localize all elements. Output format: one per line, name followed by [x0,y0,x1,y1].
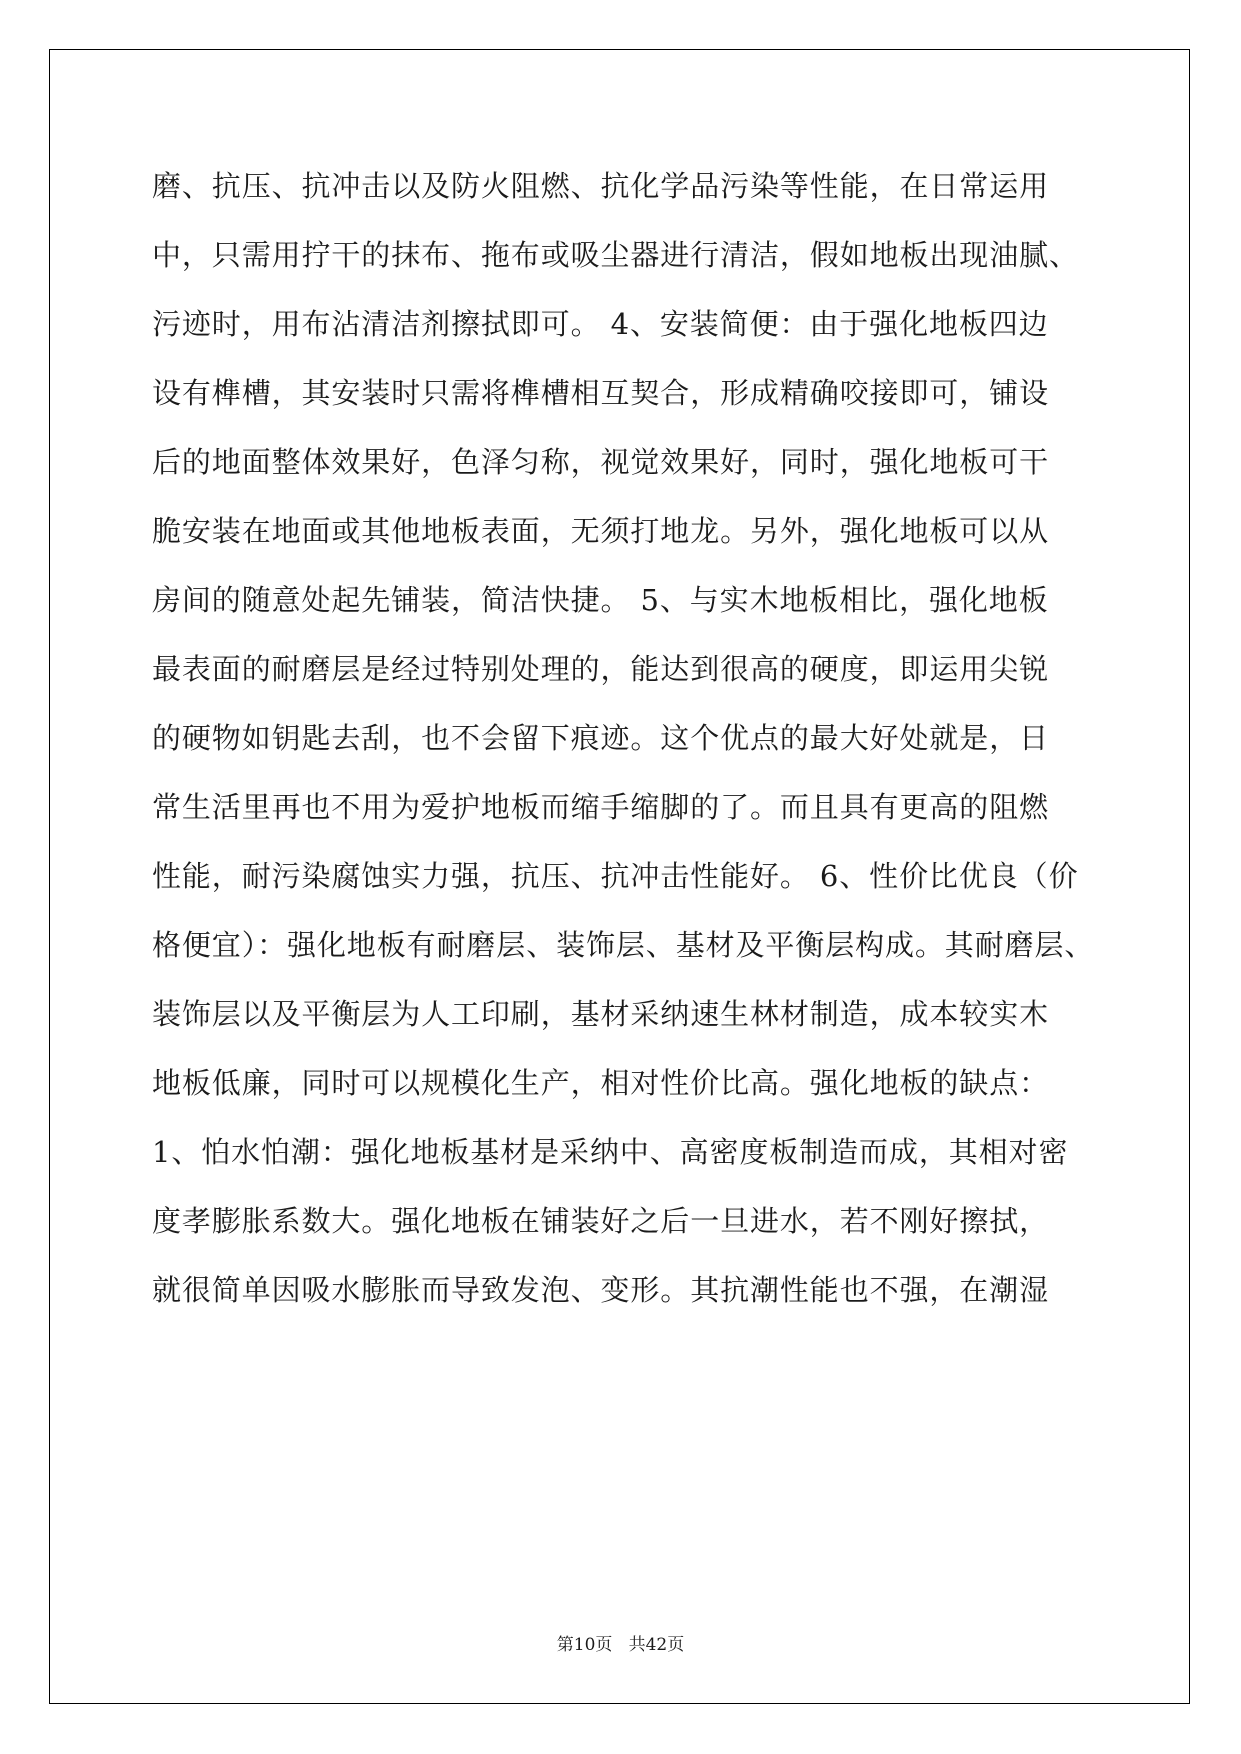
text-line: 常生活里再也不用为爱护地板而缩手缩脚的了。而且具有更高的阻燃 [152,790,1050,824]
page-number: 第10页 [556,1635,613,1655]
footer-spacer [612,1635,628,1655]
text-line: 格便宜）：强化地板有耐磨层、装饰层、基材及平衡层构成。其耐磨层、 [152,928,1095,962]
text-line: 磨、抗压、抗冲击以及防火阻燃、抗化学品污染等性能，在日常运用 [152,169,1050,203]
text-line: 1、怕水怕潮：强化地板基材是采纳中、高密度板制造而成，其相对密 [152,1135,1069,1169]
text-line: 度孝膨胀系数大。强化地板在铺装好之后一旦进水，若不刚好擦拭， [152,1204,1050,1238]
text-line: 的硬物如钥匙去刮，也不会留下痕迹。这个优点的最大好处就是，日 [152,721,1050,755]
page-total: 共42页 [628,1635,685,1655]
text-line: 性能，耐污染腐蚀实力强，抗压、抗冲击性能好。 6、性价比优良（价 [152,859,1079,893]
text-line: 后的地面整体效果好，色泽匀称，视觉效果好，同时，强化地板可干 [152,445,1050,479]
text-line: 污迹时，用布沾清洁剂擦拭即可。 4、安装简便：由于强化地板四边 [152,307,1049,341]
text-line: 设有榫槽，其安装时只需将榫槽相互契合，形成精确咬接即可，铺设 [152,376,1050,410]
text-line: 就很简单因吸水膨胀而导致发泡、变形。其抗潮性能也不强，在潮湿 [152,1273,1050,1307]
text-line: 最表面的耐磨层是经过特别处理的，能达到很高的硬度，即运用尖锐 [152,652,1050,686]
text-line: 中，只需用拧干的抹布、拖布或吸尘器进行清洁，假如地板出现油腻、 [152,238,1079,272]
text-line: 地板低廉，同时可以规模化生产，相对性价比高。强化地板的缺点： [152,1066,1050,1100]
text-line: 房间的随意处起先铺装，简洁快捷。 5、与实木地板相比，强化地板 [152,583,1049,617]
page-footer [0,1633,1241,1657]
text-line: 装饰层以及平衡层为人工印刷，基材采纳速生林材制造，成本较实木 [152,997,1050,1031]
text-line: 脆安装在地面或其他地板表面，无须打地龙。另外，强化地板可以从 [152,514,1050,548]
